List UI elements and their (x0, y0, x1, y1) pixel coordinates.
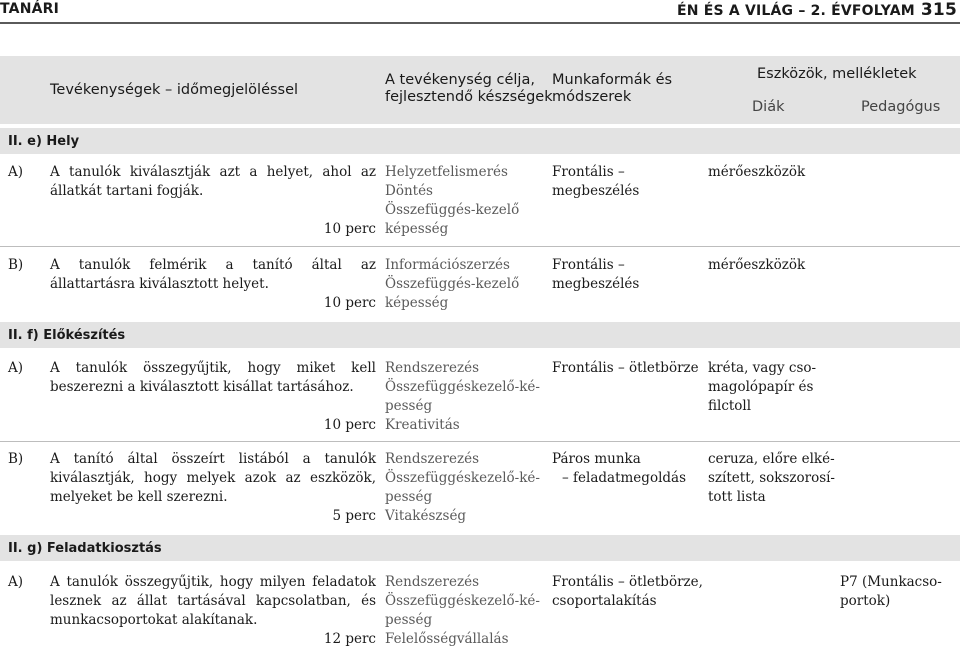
section-title-feladatkiosztas (0, 535, 960, 561)
method-item: Frontális – (552, 164, 625, 180)
row-time: 12 perc (323, 631, 376, 647)
page-number: 315 (920, 0, 957, 20)
tool-item: szített, sokszorosí- (708, 470, 835, 486)
goal-item: Összefüggéskezelő-ké- (385, 379, 540, 395)
method-item: csoportalakítás (552, 593, 657, 609)
row-activity: A tanulók összegyűjtik, hogy milyen feladatok lesznek az állat tartásával kapcsolatban, és munkacsoportokat alakítanak. (50, 574, 376, 628)
goal-item: Rendszerezés (385, 574, 479, 590)
method-item: – feladatmegoldás (562, 470, 687, 486)
row-time: 10 perc (323, 295, 376, 311)
goal-item: Összefüggés-kezelő (385, 276, 520, 292)
goal-item: Kreativitás (385, 417, 460, 433)
row-student-tools (708, 163, 805, 182)
tool-item: filctoll (708, 398, 752, 414)
method-item: Frontális – ötletbörze, (552, 574, 703, 590)
goal-item: Információszerzés (385, 257, 510, 273)
header-teacher: Pedagógus (861, 99, 941, 115)
section-title: II. g) Feladatkiosztás (8, 541, 162, 556)
running-header-left: TANÁRI (0, 1, 60, 17)
row-activity: A tanulók kiválasztják azt a helyet, ahol az állatkát tartani fogják. (50, 164, 376, 199)
row-goals (385, 163, 519, 239)
row-goals (385, 359, 540, 435)
row-goals (385, 256, 519, 313)
tool-item: mérőeszközök (708, 257, 806, 273)
row-time: 10 perc (323, 417, 376, 433)
header-activities: Tevékenységek – időmegjelöléssel (50, 82, 299, 98)
goal-item: Összefüggés-kezelő (385, 202, 520, 218)
tool-item: magolópapír és (708, 379, 814, 395)
section-title-elokeszites (0, 322, 960, 348)
goal-item: képesség (385, 295, 449, 311)
header-methods (552, 72, 672, 106)
row-methods (552, 163, 639, 201)
goal-item: Döntés (385, 183, 433, 199)
tool-item: portok) (840, 593, 891, 609)
tool-item: kréta, vagy cso- (708, 360, 817, 376)
row-activity: A tanító által összeírt listából a tanulók kiválasztják, hogy melyek azok az eszközök, melyeket be kell szerezni. (50, 451, 376, 505)
goal-item: pesség (385, 612, 433, 628)
running-header-title: ÉN ÉS A VILÁG – 2. ÉVFOLYAM (676, 3, 915, 19)
running-header (0, 0, 960, 22)
table-header (0, 56, 960, 124)
header-tools: Eszközök, mellékletek (757, 66, 917, 82)
section-title-hely (0, 128, 960, 154)
method-item: megbeszélés (552, 183, 640, 199)
row-activity: A tanulók összegyűjtik, hogy miket kell beszerezni a kiválasztott kisállat tartásához. (50, 360, 376, 395)
header-rule (0, 22, 960, 24)
section-title: II. f) Előkészítés (8, 328, 126, 343)
row-methods (552, 573, 703, 611)
goal-item: Összefüggéskezelő-ké- (385, 593, 540, 609)
goal-item: Helyzetfelismerés (385, 164, 508, 180)
goal-item: pesség (385, 489, 433, 505)
row-student-tools (708, 256, 805, 275)
row-letter: A) (8, 164, 24, 180)
row-teacher-tools (840, 573, 942, 611)
row-methods (552, 256, 639, 294)
row-time: 10 perc (323, 221, 376, 237)
tool-item: mérőeszközök (708, 164, 806, 180)
header-methods-line1: Munkaformák és (552, 72, 673, 88)
header-student: Diák (752, 99, 785, 115)
goal-item: Összefüggéskezelő-ké- (385, 470, 540, 486)
row-divider (0, 441, 960, 442)
tool-item: ceruza, előre elké- (708, 451, 835, 467)
goal-item: Rendszerezés (385, 360, 479, 376)
method-item: Frontális – (552, 257, 625, 273)
row-letter: A) (8, 360, 24, 376)
goal-item: Vitakészség (385, 508, 467, 524)
row-student-tools (708, 450, 835, 507)
row-goals (385, 450, 540, 526)
section-title: II. e) Hely (8, 134, 80, 149)
header-goal-line2: fejlesztendő készségek (385, 89, 553, 105)
tool-item: P7 (Munkacso- (840, 574, 942, 590)
header-goal (385, 72, 553, 106)
goal-item: Rendszerezés (385, 451, 479, 467)
method-item: Frontális – ötletbörze (552, 360, 699, 376)
header-methods-line2: módszerek (552, 89, 632, 105)
goal-item: képesség (385, 221, 449, 237)
header-goal-line1: A tevékenység célja, (385, 72, 535, 88)
row-letter: B) (8, 257, 24, 273)
row-methods (552, 450, 686, 488)
row-activity: A tanulók felmérik a tanító által az állattartásra kiválasztott helyet. (50, 257, 376, 292)
method-item: Páros munka (552, 451, 641, 467)
goal-item: Felelősségvállalás (385, 631, 509, 647)
row-goals (385, 573, 540, 649)
row-letter: B) (8, 451, 24, 467)
row-time: 5 perc (332, 508, 376, 524)
running-header-right (677, 0, 957, 20)
tool-item: tott lista (708, 489, 766, 505)
goal-item: pesség (385, 398, 433, 414)
method-item: megbeszélés (552, 276, 640, 292)
row-methods (552, 359, 699, 378)
row-letter: A) (8, 574, 24, 590)
row-divider (0, 246, 960, 247)
row-student-tools (708, 359, 816, 416)
